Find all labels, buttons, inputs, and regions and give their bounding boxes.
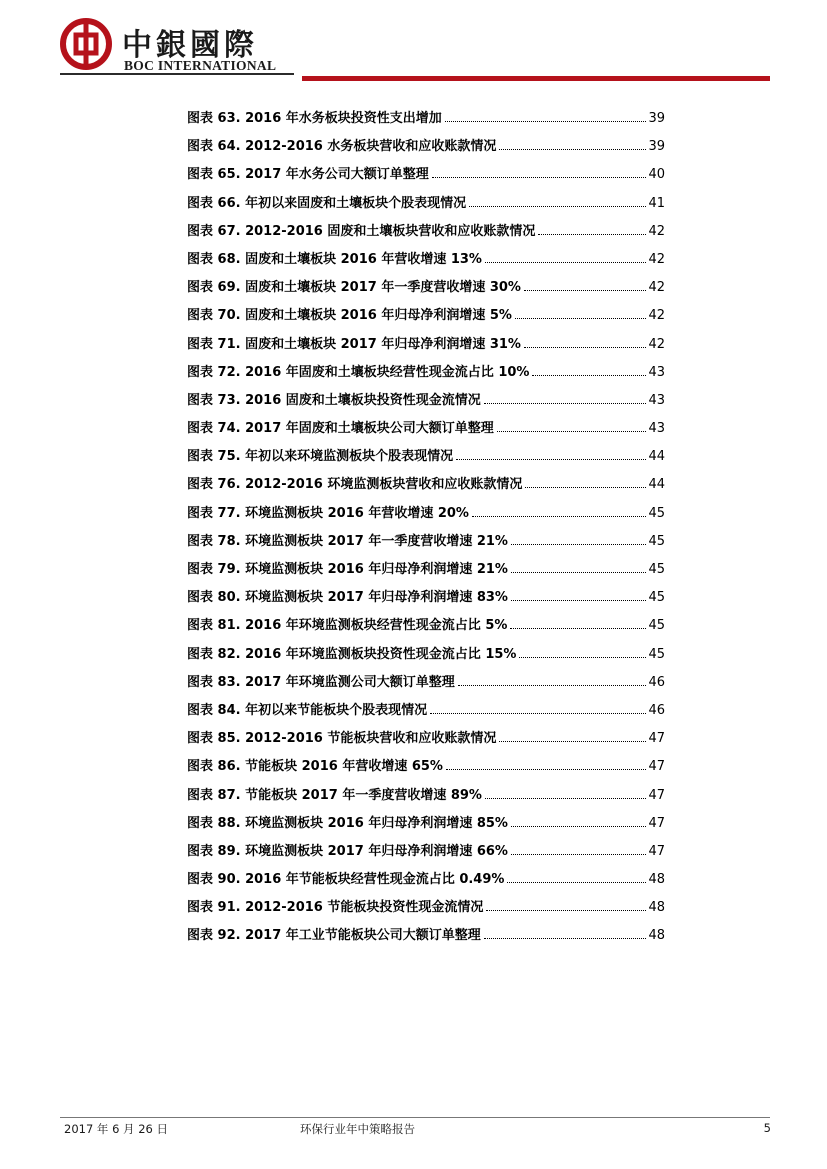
- toc-entry-label: 图表 87. 节能板块 2017 年一季度营收增速 89%: [187, 787, 482, 803]
- toc-entry[interactable]: [187, 500, 665, 528]
- toc-entry-page: 42: [648, 251, 665, 267]
- toc-dot-leader: [485, 798, 646, 799]
- toc-entry-label: 图表 78. 环境监测板块 2017 年一季度营收增速 21%: [187, 533, 508, 549]
- figure-list: [187, 105, 665, 951]
- toc-dot-leader: [515, 318, 647, 319]
- toc-entry[interactable]: [187, 866, 665, 894]
- toc-entry[interactable]: [187, 782, 665, 810]
- toc-entry-page: 40: [648, 167, 665, 183]
- toc-entry[interactable]: [187, 612, 665, 640]
- toc-entry[interactable]: [187, 331, 665, 359]
- toc-entry[interactable]: [187, 471, 665, 499]
- toc-dot-leader: [525, 487, 646, 488]
- boc-logo-icon: [60, 18, 112, 70]
- toc-dot-leader: [499, 149, 646, 150]
- toc-entry[interactable]: [187, 669, 665, 697]
- brand-name-chinese: 中銀國際: [122, 28, 258, 63]
- toc-entry-label: 图表 77. 环境监测板块 2016 年营收增速 20%: [187, 505, 469, 521]
- toc-entry-label: 图表 66. 年初以来固废和土壤板块个股表现情况: [187, 195, 467, 211]
- toc-dot-leader: [511, 826, 646, 827]
- toc-entry[interactable]: [187, 387, 665, 415]
- toc-entry-page: 47: [648, 731, 665, 747]
- brand-name-english: BOC INTERNATIONAL: [124, 58, 277, 73]
- toc-entry-page: 43: [648, 392, 665, 408]
- footer-rule: [60, 1117, 770, 1118]
- toc-entry-page: 43: [648, 364, 665, 380]
- footer-page-number: 5: [763, 1121, 771, 1135]
- toc-entry-page: 43: [648, 421, 665, 437]
- toc-entry[interactable]: [187, 641, 665, 669]
- toc-entry-page: 48: [648, 872, 665, 888]
- footer-report-title: 环保行业年中策略报告: [300, 1122, 415, 1136]
- toc-entry-label: 图表 72. 2016 年固废和土壤板块经营性现金流占比 10%: [187, 364, 530, 380]
- toc-entry-page: 39: [648, 111, 665, 126]
- toc-entry-page: 45: [648, 562, 665, 577]
- toc-dot-leader: [458, 685, 647, 686]
- toc-entry[interactable]: [187, 810, 665, 838]
- toc-dot-leader: [510, 628, 646, 629]
- toc-entry[interactable]: [187, 161, 665, 189]
- toc-entry-page: 47: [648, 843, 665, 859]
- toc-dot-leader: [507, 882, 646, 883]
- toc-entry-label: 图表 80. 环境监测板块 2017 年归母净利润增速 83%: [187, 590, 508, 606]
- toc-entry-page: 46: [648, 674, 665, 690]
- toc-entry-label: 图表 92. 2017 年工业节能板块公司大额订单整理: [187, 928, 481, 944]
- toc-entry[interactable]: [187, 556, 665, 584]
- toc-entry-label: 图表 89. 环境监测板块 2017 年归母净利润增速 66%: [187, 843, 508, 859]
- toc-entry[interactable]: [187, 584, 665, 612]
- toc-entry-label: 图表 73. 2016 固废和土壤板块投资性现金流情况: [187, 392, 481, 408]
- toc-entry-page: 47: [648, 815, 665, 831]
- toc-dot-leader: [432, 177, 647, 178]
- toc-dot-leader: [538, 234, 646, 235]
- toc-entry-label: 图表 84. 年初以来节能板块个股表现情况: [187, 702, 428, 718]
- toc-dot-leader: [456, 459, 646, 460]
- toc-entry-label: 图表 82. 2016 年环境监测板块投资性现金流占比 15%: [187, 646, 517, 662]
- toc-entry-label: 图表 85. 2012-2016 节能板块营收和应收账款情况: [187, 731, 497, 747]
- toc-entry-label: 图表 86. 节能板块 2016 年营收增速 65%: [187, 759, 443, 775]
- header-rule-dark: [60, 73, 294, 75]
- toc-entry-page: 42: [648, 223, 665, 239]
- toc-dot-leader: [524, 347, 646, 348]
- toc-entry-page: 41: [648, 195, 665, 211]
- toc-dot-leader: [511, 600, 646, 601]
- toc-dot-leader: [511, 544, 646, 545]
- toc-entry[interactable]: [187, 218, 665, 246]
- toc-entry-label: 图表 70. 固废和土壤板块 2016 年归母净利润增速 5%: [187, 308, 512, 324]
- toc-entry-page: 47: [648, 787, 665, 803]
- toc-dot-leader: [532, 375, 646, 376]
- toc-entry-page: 44: [648, 449, 665, 465]
- toc-entry-label: 图表 64. 2012-2016 水务板块营收和应收账款情况: [187, 139, 497, 155]
- toc-entry-label: 图表 74. 2017 年固废和土壤板块公司大额订单整理: [187, 421, 494, 437]
- toc-dot-leader: [484, 938, 647, 939]
- toc-dot-leader: [511, 572, 646, 573]
- toc-entry-page: 48: [648, 928, 665, 944]
- toc-dot-leader: [430, 713, 646, 714]
- toc-entry-page: 44: [648, 477, 665, 493]
- toc-entry[interactable]: [187, 302, 665, 330]
- toc-entry-label: 图表 91. 2012-2016 节能板块投资性现金流情况: [187, 900, 484, 916]
- toc-dot-leader: [484, 403, 647, 404]
- toc-entry[interactable]: [187, 105, 665, 133]
- toc-entry-page: 45: [648, 590, 665, 606]
- toc-entry-page: 42: [648, 336, 665, 352]
- toc-entry-label: 图表 83. 2017 年环境监测公司大额订单整理: [187, 674, 455, 690]
- toc-dot-leader: [519, 657, 646, 658]
- toc-entry-label: 图表 71. 固废和土壤板块 2017 年归母净利润增速 31%: [187, 336, 521, 352]
- toc-dot-leader: [486, 910, 646, 911]
- toc-dot-leader: [511, 854, 646, 855]
- toc-entry[interactable]: [187, 922, 665, 950]
- toc-entry[interactable]: [187, 190, 665, 218]
- toc-entry-label: 图表 65. 2017 年水务公司大额订单整理: [187, 167, 429, 183]
- toc-entry[interactable]: [187, 274, 665, 302]
- toc-dot-leader: [524, 290, 646, 291]
- toc-entry[interactable]: [187, 359, 665, 387]
- toc-entry[interactable]: [187, 246, 665, 274]
- toc-entry[interactable]: [187, 528, 665, 556]
- toc-entry[interactable]: [187, 725, 665, 753]
- toc-entry-label: 图表 90. 2016 年节能板块经营性现金流占比 0.49%: [187, 872, 505, 888]
- toc-entry-page: 45: [648, 505, 665, 521]
- toc-entry-page: 45: [648, 533, 665, 549]
- toc-dot-leader: [497, 431, 647, 432]
- toc-entry[interactable]: [187, 697, 665, 725]
- toc-dot-leader: [469, 206, 646, 207]
- toc-entry-page: 42: [648, 308, 665, 324]
- toc-entry-label: 图表 79. 环境监测板块 2016 年归母净利润增速 21%: [187, 562, 508, 577]
- toc-dot-leader: [499, 741, 646, 742]
- toc-dot-leader: [485, 262, 646, 263]
- toc-entry-page: 45: [648, 646, 665, 662]
- footer-date: 2017 年 6 月 26 日: [64, 1122, 168, 1136]
- toc-dot-leader: [472, 516, 646, 517]
- toc-entry[interactable]: [187, 443, 665, 471]
- toc-entry-label: 图表 88. 环境监测板块 2016 年归母净利润增速 85%: [187, 815, 508, 831]
- toc-entry-label: 图表 75. 年初以来环境监测板块个股表现情况: [187, 449, 454, 465]
- toc-entry-label: 图表 69. 固废和土壤板块 2017 年一季度营收增速 30%: [187, 280, 521, 296]
- toc-entry-page: 46: [648, 702, 665, 718]
- toc-entry-label: 图表 81. 2016 年环境监测板块经营性现金流占比 5%: [187, 618, 508, 634]
- toc-entry[interactable]: [187, 415, 665, 443]
- toc-entry-label: 图表 76. 2012-2016 环境监测板块营收和应收账款情况: [187, 477, 523, 493]
- toc-dot-leader: [445, 121, 647, 122]
- toc-entry-label: 图表 63. 2016 年水务板块投资性支出增加: [187, 111, 442, 126]
- toc-entry[interactable]: [187, 753, 665, 781]
- toc-entry-page: 47: [648, 759, 665, 775]
- toc-entry-page: 48: [648, 900, 665, 916]
- toc-entry[interactable]: [187, 133, 665, 161]
- toc-dot-leader: [446, 769, 646, 770]
- header-rule-red: [302, 76, 770, 81]
- toc-entry-page: 45: [648, 618, 665, 634]
- toc-entry[interactable]: [187, 838, 665, 866]
- toc-entry[interactable]: [187, 894, 665, 922]
- toc-entry-page: 42: [648, 280, 665, 296]
- toc-entry-label: 图表 67. 2012-2016 固废和土壤板块营收和应收账款情况: [187, 223, 536, 239]
- toc-entry-label: 图表 68. 固废和土壤板块 2016 年营收增速 13%: [187, 251, 482, 267]
- toc-entry-page: 39: [648, 139, 665, 155]
